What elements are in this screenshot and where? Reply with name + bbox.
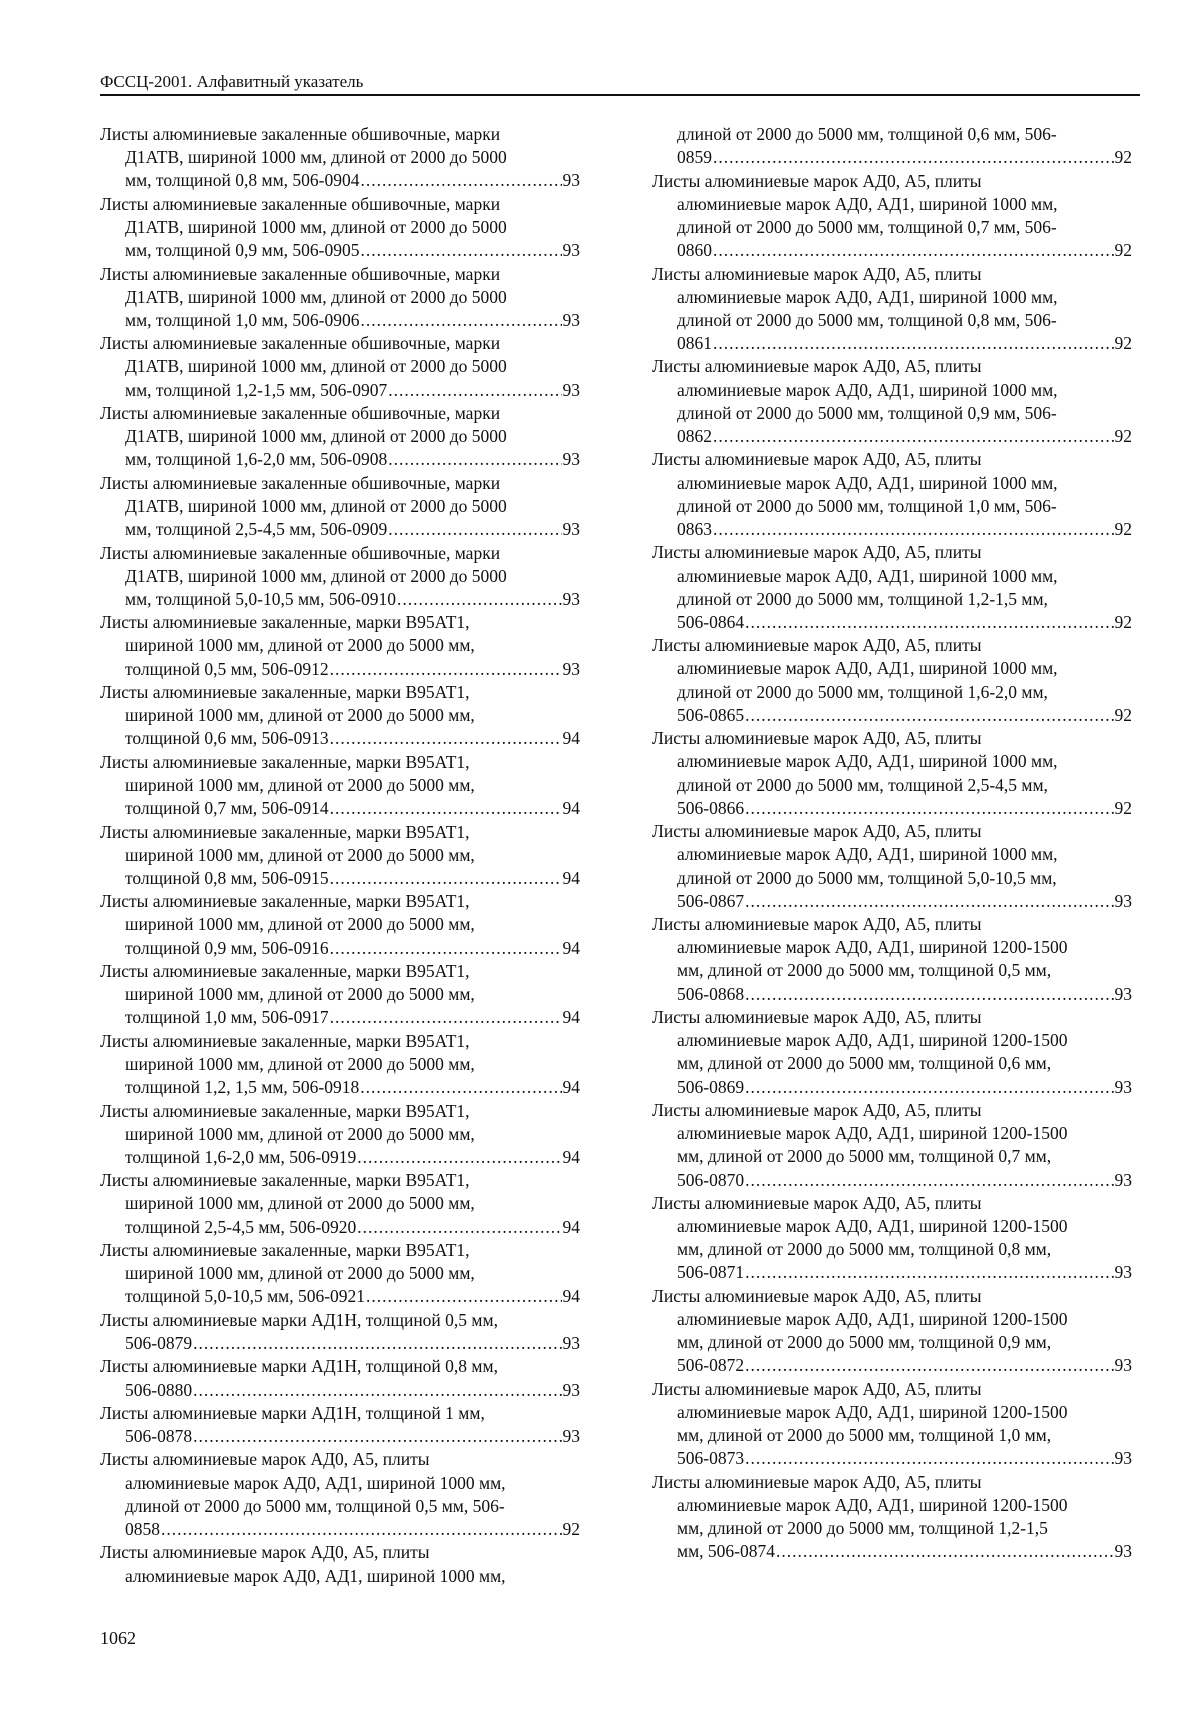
- entry-line: мм, длиной от 2000 до 5000 мм, толщиной 1,0 мм,: [677, 1425, 1052, 1446]
- dot-leader: [330, 937, 562, 960]
- dot-leader: [360, 1076, 561, 1099]
- entry-heading-line: Листы алюминиевые закаленные, марки В95АТ1,: [100, 1170, 470, 1191]
- entry-text: толщиной 0,9 мм, 506-0916: [125, 937, 329, 958]
- entry-last-line: [652, 797, 1132, 820]
- entry-last-line: [652, 611, 1132, 634]
- index-entry: [100, 472, 580, 542]
- entry-line: длиной от 2000 до 5000 мм, толщиной 1,6-2,0 мм,: [677, 681, 1048, 702]
- index-entry: [652, 820, 1132, 913]
- index-entry: [100, 821, 580, 891]
- entry-last-line: [100, 1285, 580, 1308]
- entry-page-ref: 92: [1114, 426, 1132, 446]
- entry-heading-line: Листы алюминиевые марки АД1Н, толщиной 0,5 мм,: [100, 1309, 498, 1330]
- entry-last-line: [100, 727, 580, 750]
- entry-text: 506-0878: [125, 1426, 193, 1447]
- index-entry: [100, 751, 580, 821]
- entry-page-ref: 94: [562, 1077, 580, 1098]
- entry-heading-line: Листы алюминиевые закаленные обшивочные, марки: [100, 124, 501, 144]
- entry-page-ref: 94: [562, 728, 580, 749]
- entry-line: Д1АТВ, шириной 1000 мм, длиной от 2000 до 5000: [125, 286, 507, 307]
- entry-heading-line: Листы алюминиевые марки АД1Н, толщиной 0,8 мм,: [100, 1356, 498, 1377]
- index-entry: [652, 1006, 1132, 1099]
- entry-last-line: [652, 1169, 1132, 1192]
- dot-leader: [330, 658, 562, 681]
- entry-page-ref: 93: [1114, 1355, 1132, 1376]
- entry-text: толщиной 2,5-4,5 мм, 506-0920: [125, 1216, 357, 1237]
- entry-line: алюминиевые марок АД0, АД1, шириной 1200-1500: [677, 1401, 1068, 1422]
- entry-heading-line: Листы алюминиевые марок АД0, А5, плиты: [652, 542, 982, 563]
- entry-heading-line: Листы алюминиевые закаленные, марки В95АТ1,: [100, 891, 470, 912]
- entry-page-ref: 93: [1114, 983, 1132, 1004]
- index-entry: [652, 913, 1132, 1006]
- index-entry: [100, 193, 580, 263]
- entry-page-ref: 93: [1114, 1262, 1132, 1283]
- entry-heading-line: Листы алюминиевые закаленные, марки В95АТ1,: [100, 1100, 470, 1121]
- dot-leader: [745, 1076, 1113, 1099]
- entry-heading-line: Листы алюминиевые марок АД0, А5, плиты: [652, 821, 982, 842]
- entry-last-line: [100, 309, 580, 332]
- entry-last-line: [652, 239, 1132, 262]
- entry-line: алюминиевые марок АД0, АД1, шириной 1000 мм,: [677, 844, 1058, 865]
- entry-last-line: [100, 1518, 580, 1541]
- index-entry: [100, 1169, 580, 1239]
- entry-last-line: [100, 448, 580, 471]
- entry-last-line: [652, 146, 1132, 169]
- entry-line: шириной 1000 мм, длиной от 2000 до 5000 мм,: [125, 1123, 475, 1144]
- index-entry: [100, 890, 580, 960]
- dot-leader: [361, 169, 562, 192]
- entry-line: алюминиевые марок АД0, АД1, шириной 1200-1500: [677, 937, 1068, 958]
- index-entry: [652, 1378, 1132, 1471]
- entry-line: шириной 1000 мм, длиной от 2000 до 5000 мм,: [125, 914, 475, 935]
- entry-line: мм, длиной от 2000 до 5000 мм, толщиной 0,8 мм,: [677, 1239, 1052, 1260]
- entry-heading-line: Листы алюминиевые марок АД0, А5, плиты: [652, 635, 982, 656]
- entry-line: алюминиевые марок АД0, АД1, шириной 1000 мм,: [125, 1565, 506, 1586]
- entry-text: 506-0879: [125, 1332, 193, 1353]
- entry-text: 0858: [125, 1519, 160, 1539]
- entry-line: алюминиевые марок АД0, АД1, шириной 1200-1500: [677, 1494, 1068, 1515]
- entry-line: мм, длиной от 2000 до 5000 мм, толщиной 0,9 мм,: [677, 1332, 1052, 1353]
- index-entry: [100, 611, 580, 681]
- entry-text: 506-0869: [677, 1076, 745, 1097]
- index-entry: [652, 263, 1132, 356]
- index-entry: [100, 1100, 580, 1170]
- entry-page-ref: 92: [1114, 518, 1132, 539]
- index-entry: [652, 1192, 1132, 1285]
- entry-last-line: [652, 1354, 1132, 1377]
- entry-heading-line: Листы алюминиевые закаленные обшивочные, марки: [100, 263, 501, 284]
- entry-text: толщиной 0,5 мм, 506-0912: [125, 658, 329, 679]
- index-entry: [652, 170, 1132, 263]
- entry-last-line: [100, 1332, 580, 1355]
- page-number: 1062: [100, 1628, 136, 1648]
- entry-last-line: [100, 937, 580, 960]
- index-entry: [100, 1239, 580, 1309]
- dot-leader: [357, 1146, 561, 1169]
- entry-page-ref: 93: [1114, 890, 1132, 911]
- entry-page-ref: 94: [562, 867, 580, 888]
- index-entry: [100, 681, 580, 751]
- entry-line: длиной от 2000 до 5000 мм, толщиной 1,2-1,5 мм,: [677, 588, 1048, 609]
- entry-line: алюминиевые марок АД0, АД1, шириной 1000 мм,: [677, 658, 1058, 679]
- entry-line: мм, длиной от 2000 до 5000 мм, толщиной 0,7 мм,: [677, 1146, 1052, 1167]
- index-entry: [100, 1448, 580, 1541]
- entry-text: толщиной 1,6-2,0 мм, 506-0919: [125, 1146, 357, 1167]
- entry-last-line: [652, 425, 1132, 448]
- entry-last-line: [100, 239, 580, 262]
- entry-line: алюминиевые марок АД0, АД1, шириной 1000 мм,: [677, 565, 1058, 586]
- entry-last-line: [652, 983, 1132, 1006]
- entry-line: мм, длиной от 2000 до 5000 мм, толщиной 1,2-1,5: [677, 1518, 1048, 1539]
- entry-text: толщиной 1,2, 1,5 мм, 506-0918: [125, 1077, 360, 1098]
- entry-page-ref: 93: [562, 1379, 580, 1400]
- entry-last-line: [100, 1076, 580, 1099]
- entry-last-line: [100, 1216, 580, 1239]
- entry-text: 506-0864: [677, 611, 745, 632]
- entry-page-ref: 93: [562, 588, 580, 609]
- dot-leader: [388, 448, 561, 471]
- entry-text: 506-0867: [677, 890, 745, 911]
- entry-line: шириной 1000 мм, длиной от 2000 до 5000 мм,: [125, 984, 475, 1005]
- entry-page-ref: 92: [1114, 797, 1132, 818]
- entry-text: 0860: [677, 240, 712, 261]
- dot-leader: [397, 588, 562, 611]
- entry-line: шириной 1000 мм, длиной от 2000 до 5000 мм,: [125, 844, 475, 865]
- entry-text: мм, толщиной 5,0-10,5 мм, 506-0910: [125, 588, 396, 609]
- index-column-left: [100, 123, 580, 1588]
- entry-text: мм, толщиной 1,0 мм, 506-0906: [125, 309, 360, 330]
- entry-heading-line: Листы алюминиевые закаленные обшивочные, марки: [100, 193, 501, 214]
- entry-line: алюминиевые марок АД0, АД1, шириной 1200-1500: [677, 1030, 1068, 1051]
- entry-last-line: [652, 704, 1132, 727]
- dot-leader: [776, 1540, 1114, 1563]
- index-entry: [100, 1402, 580, 1448]
- entry-heading-line: Листы алюминиевые марок АД0, А5, плиты: [100, 1542, 430, 1563]
- dot-leader: [193, 1332, 561, 1355]
- index-entry: [652, 1285, 1132, 1378]
- entry-text: мм, толщиной 1,6-2,0 мм, 506-0908: [125, 449, 388, 470]
- entry-heading-line: Листы алюминиевые марок АД0, А5, плиты: [652, 170, 982, 191]
- entry-page-ref: 94: [562, 1007, 580, 1028]
- dot-leader: [330, 867, 562, 890]
- entry-last-line: [100, 588, 580, 611]
- entry-heading-line: Листы алюминиевые марок АД0, А5, плиты: [652, 1192, 982, 1213]
- entry-line: длиной от 2000 до 5000 мм, толщиной 0,7 мм, 506-: [677, 216, 1057, 237]
- page-header: [100, 72, 1140, 96]
- entry-line: шириной 1000 мм, длиной от 2000 до 5000 мм,: [125, 1193, 475, 1214]
- entry-text: мм, толщиной 1,2-1,5 мм, 506-0907: [125, 379, 388, 400]
- index-entry: [100, 1030, 580, 1100]
- entry-line: Д1АТВ, шириной 1000 мм, длиной от 2000 до 5000: [125, 216, 507, 237]
- entry-line: Д1АТВ, шириной 1000 мм, длиной от 2000 до 5000: [125, 495, 507, 516]
- entry-line: Д1АТВ, шириной 1000 мм, длиной от 2000 до 5000: [125, 356, 507, 377]
- entry-page-ref: 92: [1114, 147, 1132, 168]
- entry-line: шириной 1000 мм, длиной от 2000 до 5000 мм,: [125, 1053, 475, 1074]
- entry-heading-line: Листы алюминиевые закаленные обшивочные, марки: [100, 542, 501, 563]
- index-entry: [100, 1541, 580, 1587]
- entry-heading-line: Листы алюминиевые марок АД0, А5, плиты: [100, 1449, 430, 1470]
- entry-line: Д1АТВ, шириной 1000 мм, длиной от 2000 до 5000: [125, 426, 507, 447]
- dot-leader: [388, 518, 561, 541]
- dot-leader: [745, 1169, 1113, 1192]
- dot-leader: [713, 332, 1114, 355]
- entry-page-ref: 92: [1114, 611, 1132, 632]
- entry-last-line: [652, 890, 1132, 913]
- dot-leader: [713, 425, 1114, 448]
- entry-text: толщиной 0,7 мм, 506-0914: [125, 798, 329, 819]
- index-entry: [652, 727, 1132, 820]
- entry-line: длиной от 2000 до 5000 мм, толщиной 0,5 мм, 506-: [125, 1495, 505, 1516]
- entry-heading-line: Листы алюминиевые закаленные обшивочные, марки: [100, 472, 501, 493]
- index-entry: [100, 1355, 580, 1401]
- entry-heading-line: Листы алюминиевые марок АД0, А5, плиты: [652, 449, 982, 470]
- entry-line: мм, длиной от 2000 до 5000 мм, толщиной 0,5 мм,: [677, 960, 1052, 981]
- entry-page-ref: 93: [562, 379, 580, 400]
- index-entry: [652, 541, 1132, 634]
- entry-page-ref: 93: [1114, 1169, 1132, 1190]
- entry-heading-line: Листы алюминиевые закаленные, марки В95АТ1,: [100, 612, 470, 633]
- entry-last-line: [652, 1540, 1132, 1563]
- entry-line: алюминиевые марок АД0, АД1, шириной 1200-1500: [677, 1216, 1068, 1237]
- entry-heading-line: Листы алюминиевые закаленные, марки В95АТ1,: [100, 682, 470, 702]
- index-entry: [100, 542, 580, 612]
- entry-page-ref: 94: [562, 1216, 580, 1237]
- entry-heading-line: Листы алюминиевые закаленные, марки В95АТ1,: [100, 1030, 470, 1051]
- index-entry: [100, 263, 580, 333]
- entry-last-line: [100, 658, 580, 681]
- entry-line: алюминиевые марок АД0, АД1, шириной 1000 мм,: [677, 193, 1058, 214]
- index-entry: [652, 634, 1132, 727]
- entry-last-line: [652, 1076, 1132, 1099]
- entry-heading-line: Листы алюминиевые марок АД0, А5, плиты: [652, 263, 982, 284]
- dot-leader: [193, 1379, 561, 1402]
- entry-line: длиной от 2000 до 5000 мм, толщиной 5,0-10,5 мм,: [677, 867, 1057, 888]
- entry-text: толщиной 0,6 мм, 506-0913: [125, 728, 329, 749]
- entry-line: длиной от 2000 до 5000 мм, толщиной 0,6 мм, 506-: [677, 124, 1057, 144]
- entry-page-ref: 92: [1114, 240, 1132, 261]
- index-entry: [652, 123, 1132, 169]
- index-entry: [652, 448, 1132, 541]
- entry-last-line: [100, 379, 580, 402]
- dot-leader: [745, 1447, 1113, 1470]
- dot-leader: [745, 1261, 1113, 1284]
- entry-heading-line: Листы алюминиевые закаленные, марки В95АТ1,: [100, 821, 470, 842]
- entry-heading-line: Листы алюминиевые марок АД0, А5, плиты: [652, 1099, 982, 1120]
- index-entry: [100, 402, 580, 472]
- entry-last-line: [100, 1379, 580, 1402]
- entry-text: 0861: [677, 333, 712, 354]
- entry-line: длиной от 2000 до 5000 мм, толщиной 0,8 мм, 506-: [677, 309, 1057, 330]
- entry-line: шириной 1000 мм, длиной от 2000 до 5000 мм,: [125, 705, 475, 726]
- entry-last-line: [100, 518, 580, 541]
- entry-line: Д1АТВ, шириной 1000 мм, длиной от 2000 до 5000: [125, 147, 507, 168]
- entry-page-ref: 93: [562, 658, 580, 679]
- entry-page-ref: 93: [1114, 1448, 1132, 1469]
- dot-leader: [357, 1216, 561, 1239]
- dot-leader: [713, 239, 1114, 262]
- entry-line: алюминиевые марок АД0, АД1, шириной 1000 мм,: [125, 1472, 506, 1493]
- index-entry: [100, 332, 580, 402]
- dot-leader: [330, 797, 562, 820]
- entry-text: толщиной 0,8 мм, 506-0915: [125, 867, 329, 888]
- entry-line: алюминиевые марок АД0, АД1, шириной 1200-1500: [677, 1123, 1068, 1144]
- entry-text: мм, толщиной 0,9 мм, 506-0905: [125, 240, 360, 261]
- entry-heading-line: Листы алюминиевые закаленные, марки В95АТ1,: [100, 961, 470, 981]
- entry-heading-line: Листы алюминиевые марки АД1Н, толщиной 1 мм,: [100, 1402, 485, 1423]
- entry-page-ref: 93: [562, 170, 580, 191]
- entry-line: шириной 1000 мм, длиной от 2000 до 5000 мм,: [125, 1263, 475, 1284]
- entry-line: алюминиевые марок АД0, АД1, шириной 1000 мм,: [677, 379, 1058, 400]
- entry-last-line: [652, 1447, 1132, 1470]
- index-entry: [100, 1309, 580, 1355]
- dot-leader: [745, 1354, 1113, 1377]
- entry-page-ref: 93: [562, 1426, 580, 1447]
- entry-text: 506-0872: [677, 1355, 745, 1376]
- dot-leader: [713, 146, 1114, 169]
- dot-leader: [366, 1285, 561, 1308]
- entry-last-line: [100, 169, 580, 192]
- index-entry: [100, 123, 580, 193]
- entry-text: толщиной 1,0 мм, 506-0917: [125, 1007, 329, 1028]
- entry-text: 506-0865: [677, 704, 745, 725]
- entry-line: шириной 1000 мм, длиной от 2000 до 5000 мм,: [125, 635, 475, 656]
- entry-text: 0862: [677, 426, 712, 446]
- entry-last-line: [652, 1261, 1132, 1284]
- entry-text: 0863: [677, 518, 712, 539]
- entry-page-ref: 94: [562, 937, 580, 958]
- dot-leader: [745, 983, 1113, 1006]
- entry-heading-line: Листы алюминиевые закаленные, марки В95АТ1,: [100, 1240, 470, 1260]
- entry-page-ref: 94: [562, 1146, 580, 1167]
- entry-line: длиной от 2000 до 5000 мм, толщиной 1,0 мм, 506-: [677, 495, 1057, 516]
- entry-text: 506-0873: [677, 1448, 745, 1469]
- entry-heading-line: Листы алюминиевые закаленные обшивочные, марки: [100, 403, 501, 423]
- entry-text: 506-0870: [677, 1169, 745, 1190]
- entry-text: толщиной 5,0-10,5 мм, 506-0921: [125, 1286, 366, 1307]
- index-entry: [100, 960, 580, 1030]
- entry-heading-line: Листы алюминиевые марок АД0, А5, плиты: [652, 728, 982, 749]
- entry-heading-line: Листы алюминиевые марок АД0, А5, плиты: [652, 1378, 982, 1399]
- entry-page-ref: 93: [562, 449, 580, 470]
- dot-leader: [745, 704, 1113, 727]
- entry-line: алюминиевые марок АД0, АД1, шириной 1000 мм,: [677, 472, 1058, 493]
- entry-page-ref: 92: [1114, 704, 1132, 725]
- entry-page-ref: 92: [1114, 333, 1132, 354]
- dot-leader: [361, 309, 562, 332]
- dot-leader: [713, 518, 1114, 541]
- entry-page-ref: 94: [562, 798, 580, 819]
- entry-line: Д1АТВ, шириной 1000 мм, длиной от 2000 до 5000: [125, 565, 507, 586]
- dot-leader: [193, 1425, 561, 1448]
- dot-leader: [161, 1518, 562, 1541]
- entry-heading-line: Листы алюминиевые марок АД0, А5, плиты: [652, 1285, 982, 1306]
- entry-page-ref: 93: [562, 309, 580, 330]
- entry-last-line: [100, 1146, 580, 1169]
- dot-leader: [330, 727, 562, 750]
- index-column-right: [652, 123, 1132, 1564]
- dot-leader: [745, 890, 1113, 913]
- entry-text: 0859: [677, 147, 712, 168]
- entry-heading-line: Листы алюминиевые марок АД0, А5, плиты: [652, 914, 982, 935]
- dot-leader: [330, 1006, 562, 1029]
- entry-text: 506-0868: [677, 983, 745, 1004]
- entry-last-line: [100, 1425, 580, 1448]
- entry-page-ref: 92: [562, 1519, 580, 1539]
- entry-line: алюминиевые марок АД0, АД1, шириной 1000 мм,: [677, 751, 1058, 772]
- entry-line: шириной 1000 мм, длиной от 2000 до 5000 мм,: [125, 774, 475, 795]
- entry-heading-line: Листы алюминиевые марок АД0, А5, плиты: [652, 1007, 982, 1027]
- index-entry: [652, 355, 1132, 448]
- entry-line: длиной от 2000 до 5000 мм, толщиной 0,9 мм, 506-: [677, 402, 1057, 423]
- entry-last-line: [100, 797, 580, 820]
- dot-leader: [388, 379, 561, 402]
- entry-text: мм, толщиной 0,8 мм, 506-0904: [125, 170, 360, 191]
- entry-last-line: [652, 518, 1132, 541]
- entry-text: мм, толщиной 2,5-4,5 мм, 506-0909: [125, 519, 388, 540]
- entry-text: мм, 506-0874: [677, 1541, 775, 1562]
- entry-page-ref: 93: [562, 519, 580, 540]
- index-entry: [652, 1099, 1132, 1192]
- index-entry: [652, 1471, 1132, 1564]
- entry-page-ref: 93: [1114, 1076, 1132, 1097]
- entry-line: алюминиевые марок АД0, АД1, шириной 1000 мм,: [677, 286, 1058, 307]
- entry-heading-line: Листы алюминиевые закаленные обшивочные, марки: [100, 333, 501, 354]
- entry-page-ref: 93: [562, 240, 580, 261]
- header-title: ФССЦ-2001. Алфавитный указатель: [100, 72, 364, 91]
- entry-last-line: [652, 332, 1132, 355]
- entry-heading-line: Листы алюминиевые марок АД0, А5, плиты: [652, 356, 982, 377]
- entry-heading-line: Листы алюминиевые марок АД0, А5, плиты: [652, 1471, 982, 1492]
- entry-text: 506-0880: [125, 1379, 193, 1400]
- entry-line: мм, длиной от 2000 до 5000 мм, толщиной 0,6 мм,: [677, 1053, 1052, 1074]
- entry-page-ref: 93: [562, 1332, 580, 1353]
- entry-page-ref: 93: [1114, 1541, 1132, 1562]
- dot-leader: [361, 239, 562, 262]
- entry-last-line: [100, 1006, 580, 1029]
- entry-line: длиной от 2000 до 5000 мм, толщиной 2,5-4,5 мм,: [677, 774, 1048, 795]
- entry-page-ref: 94: [562, 1286, 580, 1307]
- entry-text: 506-0871: [677, 1262, 745, 1283]
- entry-line: алюминиевые марок АД0, АД1, шириной 1200-1500: [677, 1309, 1068, 1329]
- dot-leader: [745, 611, 1113, 634]
- entry-text: 506-0866: [677, 797, 745, 818]
- entry-heading-line: Листы алюминиевые закаленные, марки В95АТ1,: [100, 751, 470, 772]
- entry-last-line: [100, 867, 580, 890]
- dot-leader: [745, 797, 1113, 820]
